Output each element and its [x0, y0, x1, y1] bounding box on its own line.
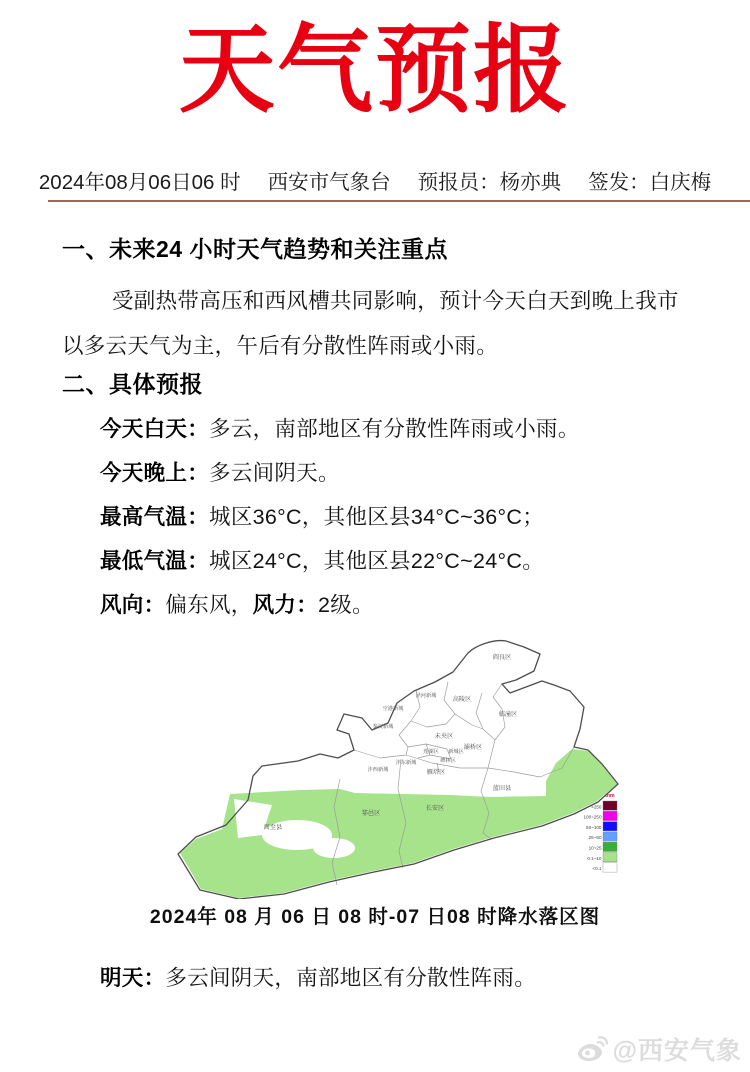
legend-title: mm	[605, 793, 615, 799]
district-label-konggang: 空港新城	[382, 706, 404, 712]
forecast-wind	[100, 588, 374, 619]
agency-name: 西安市气象台	[267, 171, 391, 194]
legend-swatch	[603, 832, 617, 841]
forecast-text2: 2级。	[318, 593, 374, 617]
forecast-label: 今天晚上：	[100, 461, 210, 485]
forecast-min-temp	[100, 544, 544, 575]
issuer-label: 签发：	[588, 171, 650, 194]
district-label-beilin: 碑林区	[440, 758, 456, 764]
district-label-huyi: 鄠邑区	[361, 810, 381, 817]
legend-swatch	[603, 842, 617, 851]
section2-heading: 二、具体预报	[62, 371, 203, 397]
weibo-icon	[577, 1036, 608, 1062]
legend-swatch	[603, 811, 617, 820]
precipitation-map	[150, 637, 640, 899]
legend-label: 100~250	[583, 814, 602, 820]
forecast-text: 城区24°C，其他区县22°C~24°C。	[209, 549, 544, 573]
watermark	[577, 1031, 742, 1067]
forecast-text: 多云间阴天。	[209, 461, 340, 485]
district-label-lantian: 蓝田县	[492, 785, 512, 792]
district-label-zhouzhi: 周至县	[263, 824, 283, 831]
issuer	[588, 165, 711, 195]
xian-district-map	[150, 637, 640, 899]
legend-swatch	[603, 853, 617, 862]
district-label-gaoling: 高陵区	[452, 696, 472, 703]
forecast-text: 多云，南部地区有分散性阵雨或小雨。	[209, 417, 580, 441]
district-label-fengdong: 沣东新城	[395, 760, 417, 766]
forecast-today-night	[100, 456, 340, 487]
forecast-label: 今天白天：	[100, 417, 210, 441]
legend-label: >250	[591, 804, 602, 810]
district-label-lintong: 临潼区	[498, 711, 518, 718]
forecast-label: 最低气温：	[100, 549, 210, 573]
watermark-handle: @西安气象	[612, 1037, 742, 1065]
forecast-text: 偏东风，	[165, 593, 253, 617]
forecast-text: 城区36°C，其他区县34°C~36°C；	[209, 505, 544, 529]
district-label-xincheng: 新城区	[448, 749, 464, 755]
forecaster-name: 杨亦典	[499, 171, 562, 194]
forecast-label: 风向：	[100, 593, 166, 617]
issue-meta-line	[0, 165, 750, 195]
forecast-tomorrow	[100, 961, 536, 992]
district-label-fengxi: 沣西新城	[367, 767, 389, 773]
district-label-yanta: 雁塔区	[426, 769, 446, 776]
forecaster	[418, 165, 562, 195]
forecast-label2: 风力：	[252, 593, 319, 617]
district-label-changan: 长安区	[425, 805, 445, 812]
legend-swatch	[603, 822, 617, 831]
issue-datetime: 2024年08月06日06 时	[38, 171, 241, 194]
forecast-today-day	[100, 412, 580, 443]
forecast-text: 多云间阴天，南部地区有分散性阵雨。	[165, 966, 537, 990]
section1-paragraph-line2: 以多云天气为主，午后有分散性阵雨或小雨。	[62, 334, 499, 358]
district-label-jinghe: 泾河新城	[415, 693, 437, 699]
forecaster-label: 预报员：	[417, 171, 500, 194]
legend-label: 0.1~10	[587, 855, 602, 861]
legend-label: 50~100	[586, 824, 602, 830]
red-divider-line	[48, 200, 750, 202]
district-label-qinhan: 秦汉新城	[372, 724, 394, 730]
page-title: 天气预报	[179, 13, 571, 126]
legend-label: 10~25	[588, 845, 602, 851]
legend-label: <0.1	[592, 866, 602, 872]
district-label-lianhu: 莲湖区	[423, 749, 439, 755]
precip-hole-zhouzhi-2	[313, 838, 355, 858]
map-caption: 2024年 08 月 06 日 08 时-07 日08 时降水落区图	[149, 906, 601, 928]
forecast-max-temp	[100, 500, 544, 531]
legend-swatch	[603, 863, 617, 872]
district-label-yanliang: 阎良区	[492, 654, 512, 661]
district-label-weiyang: 未央区	[434, 733, 454, 740]
legend-label: 25~50	[588, 835, 602, 841]
section1-paragraph-line1: 受副热带高压和西风槽共同影响，预计今天白天到晚上我市	[112, 289, 679, 313]
issuer-name: 白庆梅	[649, 171, 712, 194]
forecast-label: 明天：	[100, 966, 166, 990]
legend-swatch	[603, 801, 617, 810]
forecast-label: 最高气温：	[100, 505, 210, 529]
section1-heading: 一、未来24 小时天气趋势和关注重点	[62, 236, 448, 262]
district-label-baqiao: 灞桥区	[463, 744, 483, 751]
